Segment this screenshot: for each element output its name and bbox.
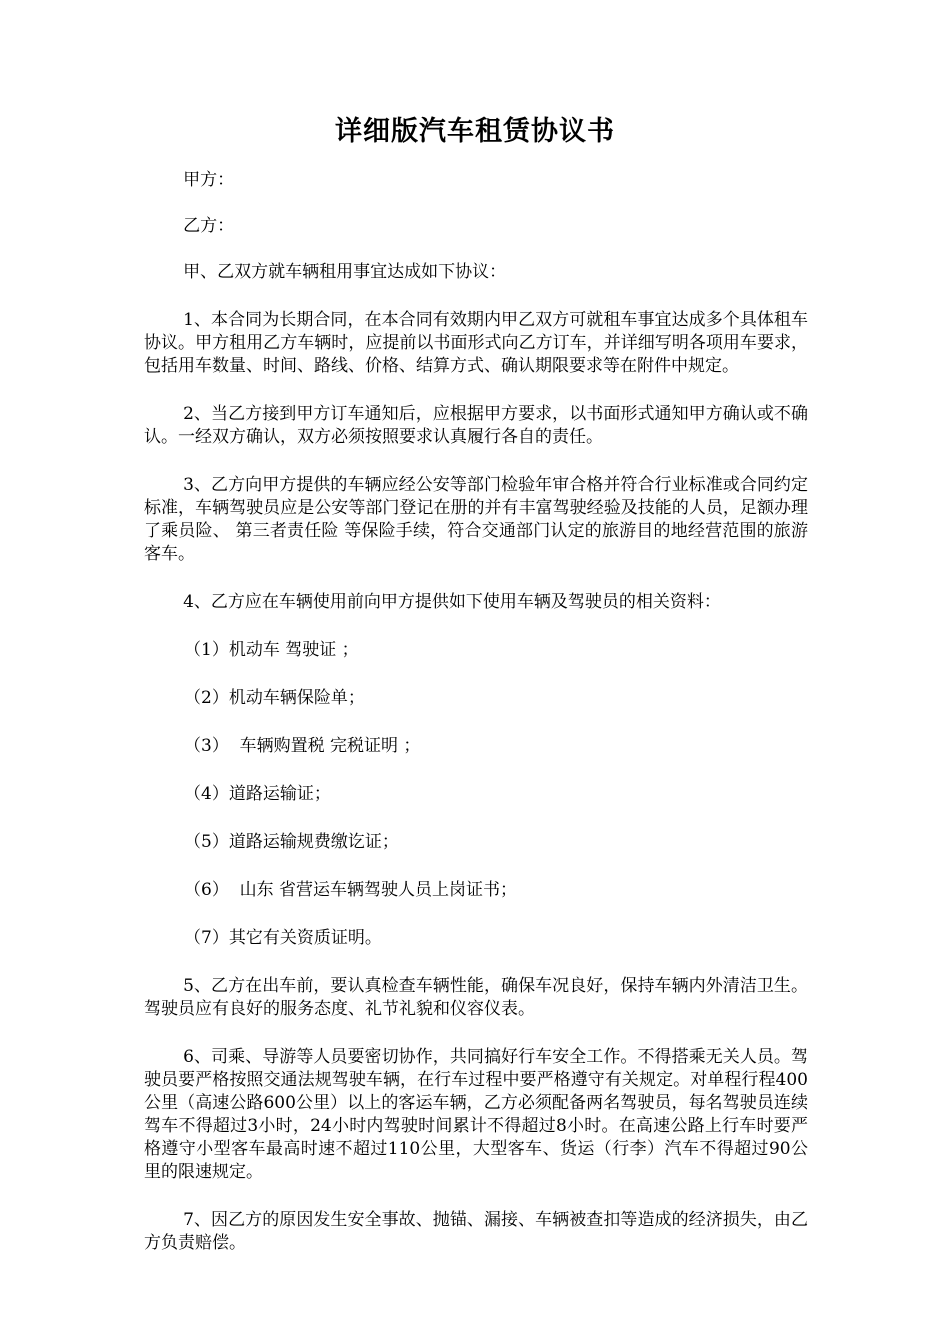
clause-1: 1、本合同为长期合同，在本合同有效期内甲乙双方可就租车事宜达成多个具体租车协议。甲方租用乙方车辆时，应提前以书面形式向乙方订车，并详细写明各项用车要求，包括用车数量、时间、路线、价格、结算方式、确认期限要求等在附件中规定。 [144, 310, 808, 376]
intro-paragraph: 甲、乙双方就车辆租用事宜达成如下协议： [183, 262, 507, 282]
list-item: （2）机动车辆保险单； [184, 688, 365, 708]
clause-7: 7、因乙方的原因发生安全事故、抛锚、漏接、车辆被查扣等造成的经济损失，由乙方负责赔偿。 [144, 1210, 808, 1253]
clause-3: 3、乙方向甲方提供的车辆应经公安等部门检验年审合格并符合行业标准或合同约定标准，车辆驾驶员应是公安等部门登记在册的并有丰富驾驶经验及技能的人员，足额办理了乘员险、 第三者责任险 等保险手续，符合交通部门认定的旅游目的地经营范围的旅游客车。 [144, 475, 808, 564]
clause-6: 6、司乘、导游等人员要密切协作，共同搞好行车安全工作。不得搭乘无关人员。驾驶员要严格按照交通法规驾驶车辆，在行车过程中要严格遵守有关规定。对单程行程400公里（高速公路600公里）以上的客运车辆，乙方必须配备两名驾驶员，每名驾驶员连续驾车不得超过3小时，24小时内驾驶时间累计不得超过8小时。在高速公路上行车时要严格遵守小型客车最高时速不超过110公里，大型客车、货运（行李）汽车不得超过90公里的限速规定。 [144, 1047, 808, 1182]
list-item: （1）机动车 驾驶证 ； [184, 640, 359, 660]
party-a-line: 甲方： [183, 170, 235, 190]
party-b-line: 乙方： [183, 216, 235, 236]
list-item: （6） 山东 省营运车辆驾驶人员上岗证书； [184, 880, 518, 900]
list-item: （3） 车辆购置税 完税证明 ； [184, 736, 421, 756]
list-item: （5）道路运输规费缴讫证； [184, 832, 399, 852]
document-body [144, 169, 808, 1280]
list-item: （7）其它有关资质证明。 [184, 928, 382, 948]
clause-4: 4、乙方应在车辆使用前向甲方提供如下使用车辆及驾驶员的相关资料： [183, 592, 721, 612]
list-item: （4）道路运输证； [184, 784, 331, 804]
document-title: 详细版汽车租赁协议书 [335, 116, 615, 147]
clause-5: 5、乙方在出车前，要认真检查车辆性能，确保车况良好，保持车辆内外清洁卫生。驾驶员应有良好的服务态度、礼节礼貌和仪容仪表。 [144, 976, 808, 1019]
clause-2: 2、当乙方接到甲方订车通知后，应根据甲方要求，以书面形式通知甲方确认或不确认。一经双方确认，双方必须按照要求认真履行各自的责任。 [144, 404, 808, 447]
